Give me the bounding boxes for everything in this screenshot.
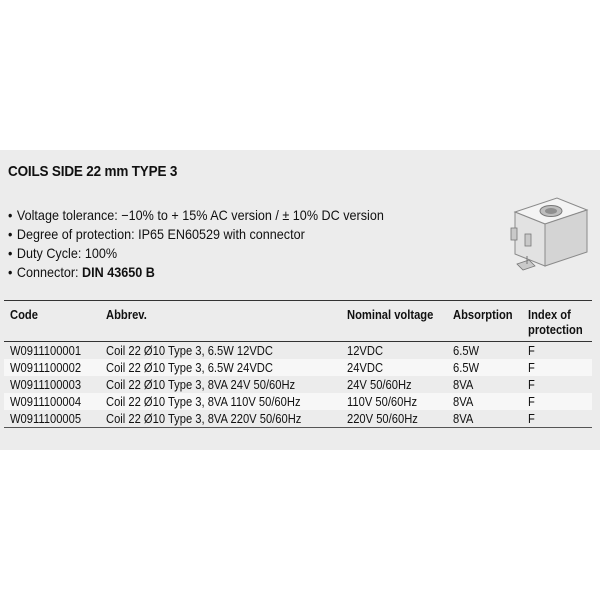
cell-abbrev: Coil 22 Ø10 Type 3, 8VA 220V 50/60Hz [100, 410, 341, 428]
cell-absorption: 6.5W [447, 359, 522, 376]
cell-abbrev: Coil 22 Ø10 Type 3, 6.5W 24VDC [100, 359, 341, 376]
cell-index: F [522, 393, 592, 410]
cell-index: F [528, 377, 536, 392]
cell-voltage: 12VDC [346, 343, 383, 358]
table-row [4, 342, 592, 360]
cell-absorption: 8VA [447, 393, 522, 410]
spec-protection-degree: • Degree of protection: IP65 EN60529 with connector [8, 225, 384, 244]
header-absorption: Absorption [447, 301, 522, 342]
header-nominal-voltage: Nominal voltage [341, 301, 447, 342]
solenoid-coil-icon [505, 184, 595, 284]
cell-code: W0911100003 [10, 377, 82, 392]
cell-index: F [522, 359, 592, 376]
table-row [4, 359, 592, 376]
cell-index: F [528, 343, 536, 358]
cell-abbrev: Coil 22 Ø10 Type 3, 8VA 24V 50/60Hz [105, 377, 295, 392]
header-index-protection: Index of protection [522, 301, 592, 342]
cell-code: W0911100002 [4, 359, 100, 376]
cell-voltage: 110V 50/60Hz [341, 393, 447, 410]
spec-duty-cycle: • Duty Cycle: 100% [8, 244, 384, 263]
cell-abbrev: Coil 22 Ø10 Type 3, 6.5W 12VDC [105, 343, 273, 358]
cell-voltage: 220V 50/60Hz [341, 410, 447, 428]
section-title: COILS SIDE 22 mm TYPE 3 [8, 163, 178, 180]
cell-code: W0911100001 [10, 343, 82, 358]
table-header-row [4, 301, 592, 342]
cell-code: W0911100005 [4, 410, 100, 428]
cell-code: W0911100004 [4, 393, 100, 410]
table-row [4, 393, 592, 410]
spec-list [8, 206, 384, 282]
cell-absorption: 8VA [453, 377, 474, 392]
table-row [4, 410, 592, 428]
table-row [4, 376, 592, 393]
coil-table [4, 300, 592, 428]
spec-connector-value: DIN 43650 B [82, 264, 155, 280]
cell-absorption: 6.5W [453, 343, 480, 358]
header-abbrev: Abbrev. [100, 301, 341, 342]
header-code: Code [4, 301, 100, 342]
cell-index: F [522, 410, 592, 428]
spec-connector: • Connector: DIN 43650 B [8, 263, 384, 282]
cell-voltage: 24V 50/60Hz [346, 377, 412, 392]
cell-abbrev: Coil 22 Ø10 Type 3, 8VA 110V 50/60Hz [100, 393, 341, 410]
cell-voltage: 24VDC [341, 359, 447, 376]
cell-absorption: 8VA [447, 410, 522, 428]
spec-voltage-tolerance: • Voltage tolerance: −10% to + 15% AC version / ± 10% DC version [8, 206, 384, 225]
